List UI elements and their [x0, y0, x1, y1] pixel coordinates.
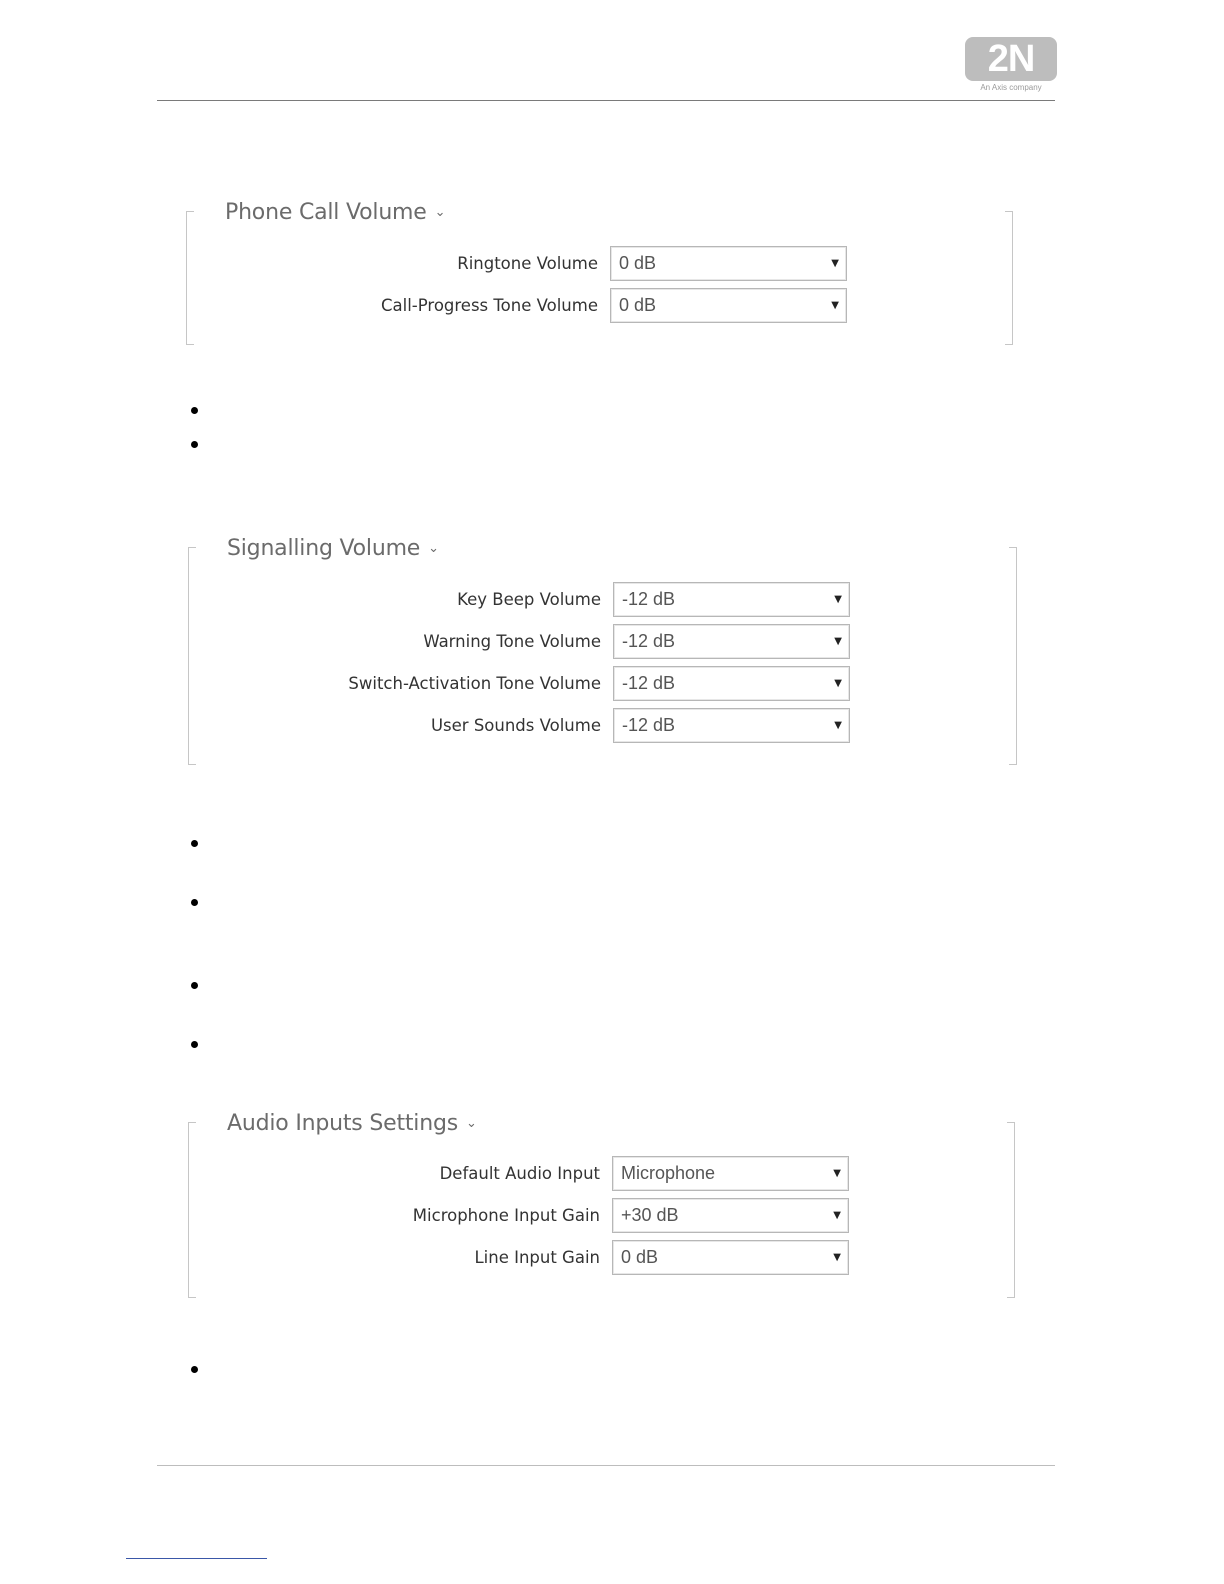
- select-value: -12 dB: [622, 715, 676, 735]
- phone-call-volume-title[interactable]: [225, 200, 445, 225]
- select-value: 0 dB: [619, 295, 657, 315]
- chevron-down-icon[interactable]: ⌄: [465, 1116, 477, 1131]
- bullet-icon: [191, 982, 198, 989]
- panel-title-text: Signalling Volume: [227, 536, 421, 561]
- dropdown-arrow-icon: ▼: [833, 1168, 841, 1179]
- footer-divider: [157, 1465, 1055, 1466]
- dropdown-arrow-icon: ▼: [833, 1252, 841, 1263]
- dropdown-arrow-icon: ▼: [834, 678, 842, 689]
- select-value: 0 dB: [621, 1247, 659, 1267]
- panel-bracket-left: [188, 1122, 196, 1298]
- switch-activation-tone-volume-select[interactable]: [613, 666, 850, 701]
- chevron-down-icon[interactable]: ⌄: [428, 541, 439, 556]
- panel-bracket-left: [188, 547, 196, 765]
- bullet-icon: [191, 840, 198, 847]
- brand-logo: [965, 37, 1057, 81]
- bullet-icon: [191, 1041, 198, 1048]
- logo-text: 2N: [987, 38, 1035, 80]
- audio-inputs-settings-panel: [188, 1122, 1015, 1298]
- dropdown-arrow-icon: ▼: [834, 636, 842, 647]
- signalling-volume-panel: [188, 547, 1017, 765]
- select-value: -12 dB: [622, 631, 676, 651]
- microphone-input-gain-select[interactable]: [612, 1198, 849, 1233]
- audio-inputs-settings-title[interactable]: [227, 1111, 477, 1136]
- call-progress-tone-volume-label: Call-Progress Tone Volume: [380, 296, 598, 315]
- bullet-icon: [191, 407, 198, 414]
- default-audio-input-select[interactable]: [612, 1156, 849, 1191]
- select-value: -12 dB: [622, 589, 676, 609]
- select-value: -12 dB: [622, 673, 676, 693]
- phone-call-volume-panel: [186, 211, 1013, 345]
- dropdown-arrow-icon: ▼: [831, 258, 839, 269]
- panel-title-text: Phone Call Volume: [225, 200, 427, 225]
- warning-tone-volume-label: Warning Tone Volume: [423, 632, 601, 651]
- ringtone-volume-label: Ringtone Volume: [457, 254, 598, 273]
- warning-tone-volume-select[interactable]: [613, 624, 850, 659]
- footnote-separator: [126, 1558, 267, 1559]
- select-value: Microphone: [621, 1163, 716, 1183]
- bullet-icon: [191, 441, 198, 448]
- switch-activation-tone-volume-label: Switch-Activation Tone Volume: [348, 674, 601, 693]
- chevron-down-icon[interactable]: ⌄: [434, 205, 446, 220]
- dropdown-arrow-icon: ▼: [831, 300, 839, 311]
- panel-bracket-left: [186, 211, 194, 345]
- key-beep-volume-label: Key Beep Volume: [457, 590, 601, 609]
- dropdown-arrow-icon: ▼: [834, 594, 842, 605]
- bullet-icon: [191, 899, 198, 906]
- default-audio-input-label: Default Audio Input: [439, 1164, 600, 1183]
- bullet-icon: [191, 1366, 198, 1373]
- header-divider: [157, 100, 1055, 101]
- panel-title-text: Audio Inputs Settings: [227, 1111, 458, 1136]
- key-beep-volume-select[interactable]: [613, 582, 850, 617]
- user-sounds-volume-label: User Sounds Volume: [430, 716, 601, 735]
- panel-bracket-right: [1009, 547, 1017, 765]
- panel-bracket-right: [1007, 1122, 1015, 1298]
- select-value: 0 dB: [619, 253, 657, 273]
- logo-tagline: An Axis company: [980, 83, 1042, 92]
- line-input-gain-label: Line Input Gain: [474, 1248, 600, 1267]
- user-sounds-volume-select[interactable]: [613, 708, 850, 743]
- ringtone-volume-select[interactable]: [610, 246, 847, 281]
- line-input-gain-select[interactable]: [612, 1240, 849, 1275]
- dropdown-arrow-icon: ▼: [834, 720, 842, 731]
- dropdown-arrow-icon: ▼: [833, 1210, 841, 1221]
- signalling-volume-title[interactable]: [227, 536, 439, 561]
- panel-bracket-right: [1005, 211, 1013, 345]
- call-progress-tone-volume-select[interactable]: [610, 288, 847, 323]
- microphone-input-gain-label: Microphone Input Gain: [412, 1206, 600, 1225]
- select-value: +30 dB: [621, 1205, 679, 1225]
